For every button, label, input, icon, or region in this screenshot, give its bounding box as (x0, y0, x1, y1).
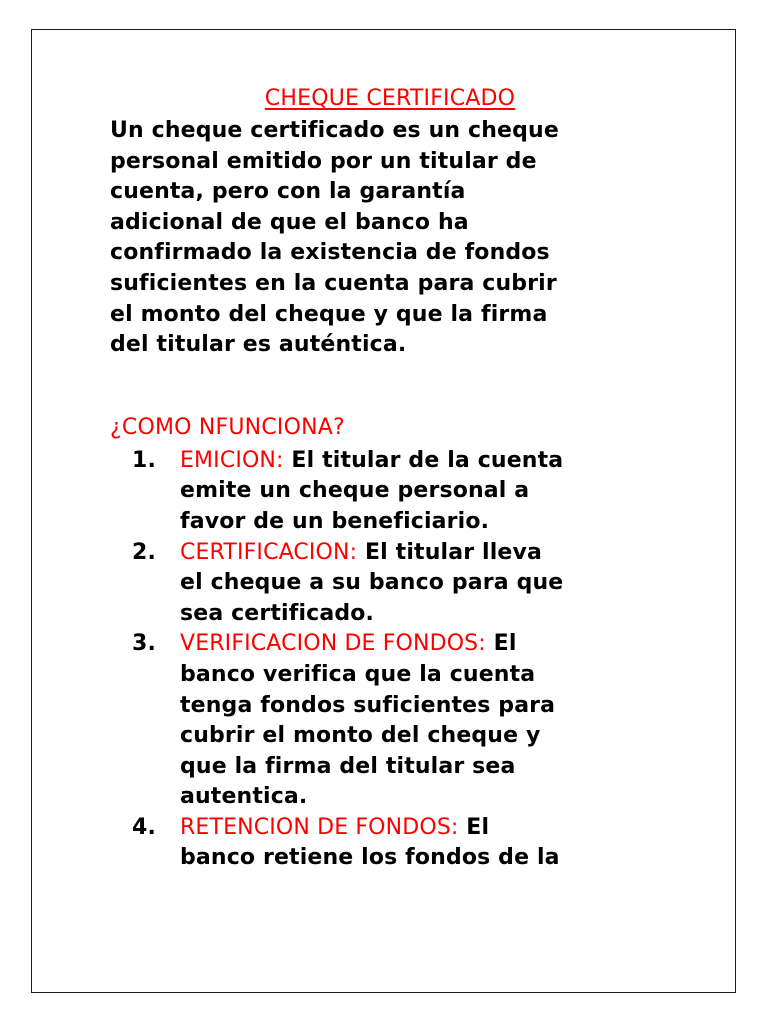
list-item (110, 446, 670, 538)
step-number: 3. (132, 631, 156, 657)
step-number: 2. (132, 539, 156, 565)
intro-line: personal emitido por un titular de (110, 148, 537, 174)
step-body (180, 813, 650, 874)
step-term: EMICION: (180, 447, 284, 473)
step-line: El (458, 814, 490, 840)
step-body (180, 629, 650, 813)
step-line: banco retiene los fondos de la (180, 845, 560, 871)
intro-line: del titular es auténtica. (110, 332, 407, 358)
intro-paragraph (110, 116, 670, 361)
intro-line: el monto del cheque y que la firma (110, 301, 548, 327)
list-item (110, 538, 670, 630)
intro-line: adicional de que el banco ha (110, 209, 469, 235)
list-item (110, 629, 670, 813)
document-content (110, 84, 670, 874)
step-line: que la firma del titular sea (180, 753, 516, 779)
document-title: CHEQUE CERTIFICADO (264, 86, 516, 111)
step-number: 4. (132, 814, 156, 840)
steps-list (110, 446, 670, 874)
step-line: tenga fondos suficientes para (180, 692, 556, 718)
step-line: El titular de la cuenta (283, 447, 564, 473)
intro-line: suficientes en la cuenta para cubrir (110, 270, 557, 296)
step-line: El (485, 631, 517, 657)
intro-line: cuenta, pero con la garantía (110, 179, 466, 205)
step-term: VERIFICACION DE FONDOS: (180, 631, 486, 657)
list-item (110, 813, 670, 874)
step-term: RETENCION DE FONDOS: (180, 814, 459, 840)
intro-line: Un cheque certificado es un cheque (110, 118, 559, 143)
step-term: CERTIFICACION: (180, 539, 358, 565)
step-line: El titular lleva (357, 539, 542, 565)
step-line: favor de un beneficiario. (180, 508, 490, 534)
step-line: cubrir el monto del cheque y (180, 723, 541, 749)
step-line: el cheque a su banco para que (180, 570, 564, 596)
step-line: sea certificado. (180, 600, 375, 626)
step-line: autentica. (180, 784, 308, 810)
step-line: banco verifica que la cuenta (180, 661, 536, 687)
step-number: 1. (132, 447, 156, 473)
intro-line: confirmado la existencia de fondos (110, 240, 550, 266)
step-line: emite un cheque personal a (180, 478, 530, 504)
step-body (180, 538, 650, 630)
step-body (180, 446, 650, 538)
section-heading: ¿COMO NFUNCIONA? (110, 414, 345, 440)
